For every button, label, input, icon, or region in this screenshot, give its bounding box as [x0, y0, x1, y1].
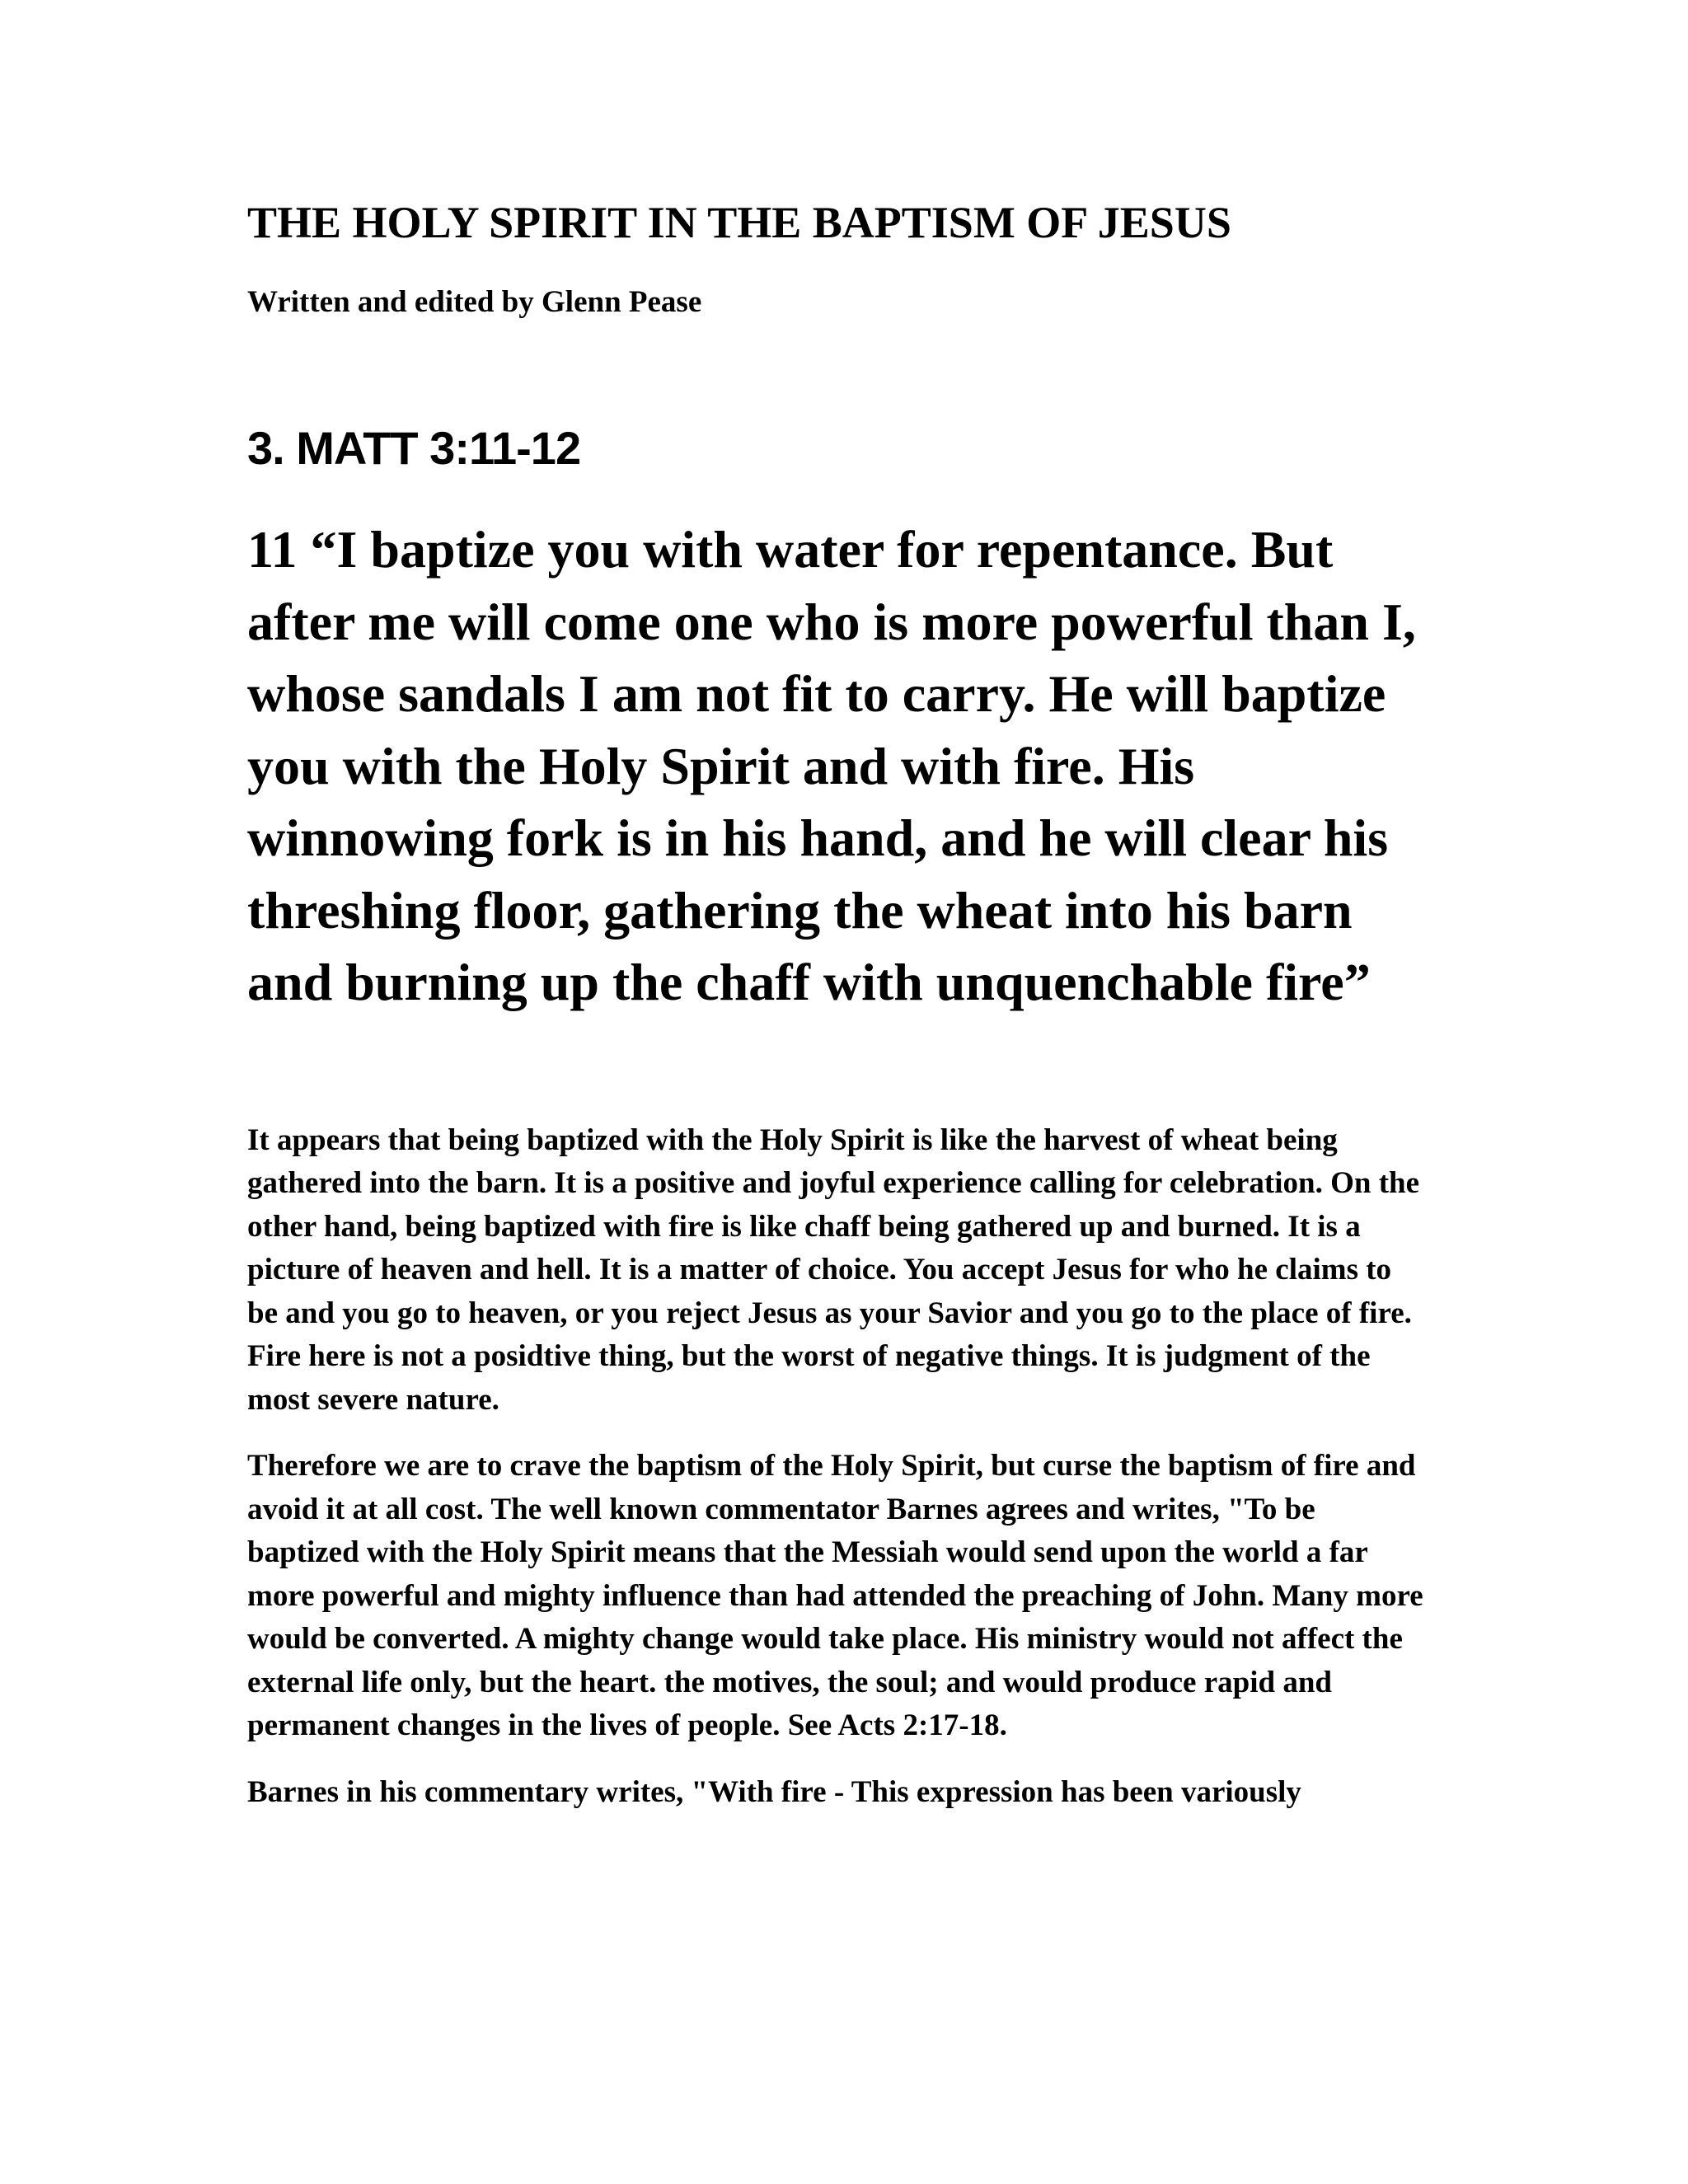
section-heading: 3. MATT 3:11-12	[247, 422, 581, 474]
document-title: THE HOLY SPIRIT IN THE BAPTISM OF JESUS	[247, 198, 1231, 247]
byline: Written and edited by Glenn Pease	[247, 285, 702, 319]
document-page	[247, 194, 1426, 1814]
scripture-verse: 11 “I baptize you with water for repentance. But after me will come one who is more powerful than I, whose sandals I am not fit to carry. He will baptize you with the Holy Spirit and with fire. His winnowing fork is in his hand, and he will clear his threshing floor, gathering the wheat into his barn and burning up the chaff with unquenchable fire”	[247, 520, 1416, 1011]
body-paragraph: Therefore we are to crave the baptism of the Holy Spirit, but curse the baptism of fire and avoid it at all cost. The well known commentator Barnes agrees and writes, "To be baptized with the Holy Spirit means that the Messiah would send upon the world a far more powerful and mighty influence than had attended the preaching of John. Many more would be converted. A mighty change would take place. His ministry would not affect the external life only, but the heart. the motives, the soul; and would produce rapid and permanent changes in the lives of people. See Acts 2:17-18.	[247, 1449, 1423, 1742]
body-paragraph: It appears that being baptized with the Holy Spirit is like the harvest of wheat being gathered into the barn. It is a positive and joyful experience calling for celebration. On the other hand, being baptized with fire is like chaff being gathered up and burned. It is a picture of heaven and hell. It is a matter of choice. You accept Jesus for who he claims to be and you go to heaven, or you reject Jesus as your Savior and you go to the place of fire. Fire here is not a posidtive thing, but the worst of negative things. It is judgment of the most severe nature.	[247, 1122, 1420, 1417]
body-paragraph: Barnes in his commentary writes, "With fire - This expression has been variously	[247, 1774, 1301, 1809]
